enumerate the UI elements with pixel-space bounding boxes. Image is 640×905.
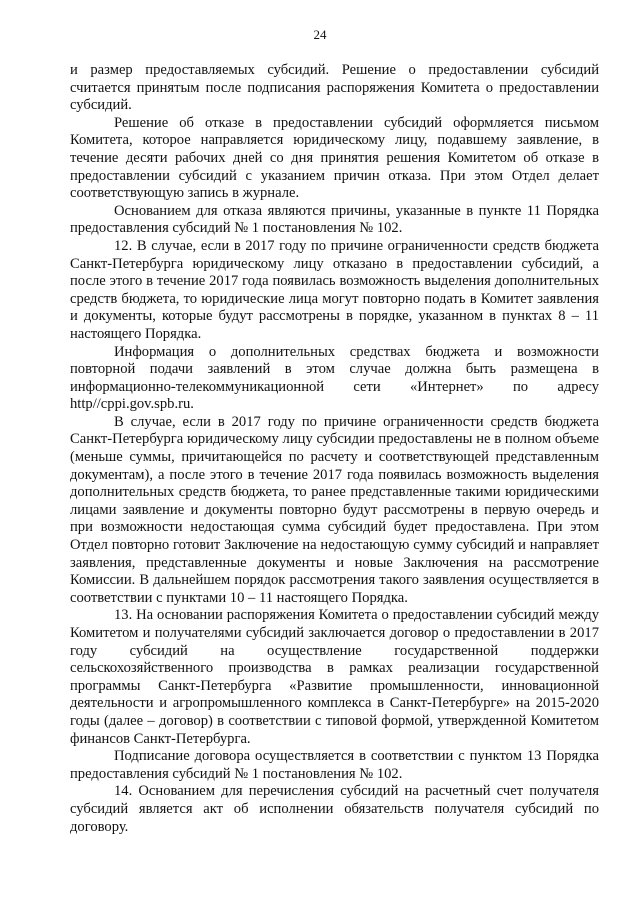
paragraph-item-13: 13. На основании распоряжения Комитета о предоставлении субсидий между Комитетом и получателями субсидий заключается договор о предоставлении в 2017 году субсидий на осуществление государственной поддержки сельскохозяйственного производства в рамках реализации государственной программы Санкт-Петербурга «Развитие промышленности, инновационной деятельности и агропромышленного комплекса в Санкт-Петербурге» на 2015-2020 годы (далее – договор) в соответствии с типовой формой, утвержденной Комитетом финансов Санкт-Петербурга. <box>70 607 599 747</box>
paragraph-internet-info: Информация о дополнительных средствах бюджета и возможности повторной подачи заявлений в этом случае должна быть размещена в информационно-телекоммуникационной сети «Интернет» по адресу http//cppi.gov.spb.ru. <box>70 343 599 413</box>
paragraph-item-14: 14. Основанием для перечисления субсидий на расчетный счет получателя субсидий является акт об исполнении обязательств получателя субсидий по договору. <box>70 783 599 835</box>
paragraph-contract-signing: Подписание договора осуществляется в соответствии с пунктом 13 Порядка предоставления субсидий № 1 постановления № 102. <box>70 748 599 782</box>
paragraph-partial-subsidy: В случае, если в 2017 году по причине ограниченности средств бюджета Санкт-Петербурга юридическому лицу субсидии предоставлены не в полном объеме (меньше суммы, причитающейся по расчету и соответствующей представленным документам), а после этого в течение 2017 года появилась возможность выделения дополнительных средств бюджета, то ранее представленные такими юридическими лицами заявление и документы повторно будут рассмотрены в первую очередь и при возможности недостающая сумма субсидий будет предоставлена. При этом Отдел повторно готовит Заключение на недостающую сумму субсидий и направляет заявления, представленные документы и новые Заключения на рассмотрение Комиссии. В дальнейшем порядок рассмотрения такого заявления осуществляется в соответствии с пунктами 10 – 11 настоящего Порядка. <box>70 413 599 606</box>
paragraph-refusal-grounds: Основанием для отказа являются причины, указанные в пункте 11 Порядка предоставления субсидий № 1 постановления № 102. <box>70 202 599 237</box>
paragraph-refusal-letter: Решение об отказе в предоставлении субсидий оформляется письмом Комитета, которое направляется юридическому лицу, подавшему заявление, в течение десяти рабочих дней со дня принятия решения Комитетом об отказе в предоставлении субсидий с указанием причин отказа. При этом Отдел делает соответствующую запись в журнале. <box>70 114 599 202</box>
paragraph-item-12: 12. В случае, если в 2017 году по причине ограниченности средств бюджета Санкт-Петербурга юридическому лицу отказано в предоставлении субсидий, а после этого в течение 2017 года появилась возможность выделения дополнительных средств бюджета, то юридические лица могут повторно подать в Комитет заявления и документы, которые будут рассмотрены в порядке, указанном в пунктах 8 – 11 настоящего Порядка. <box>70 237 599 342</box>
paragraph-continuation: и размер предоставляемых субсидий. Решение о предоставлении субсидий считается принятым после подписания распоряжения Комитета о предоставлении субсидий. <box>70 62 599 114</box>
document-body <box>70 62 599 836</box>
page-number: 24 <box>313 27 327 42</box>
